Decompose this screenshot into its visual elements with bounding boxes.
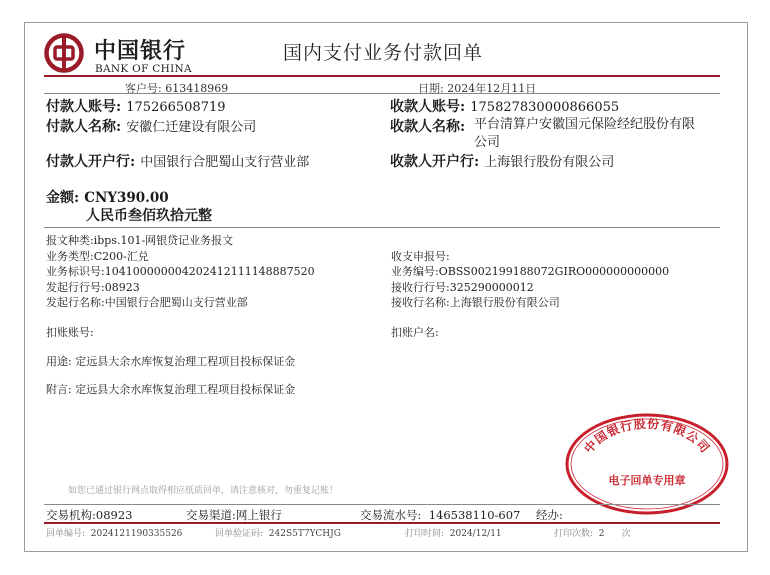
bank-name-en: BANK OF CHINA — [95, 63, 192, 75]
trade-org: 交易机构:08923 — [46, 508, 133, 522]
detail-row: 业务编号:OBSS002199188072GIRO000000000000 — [391, 265, 670, 278]
details-right — [391, 249, 669, 311]
detail-row: 报文种类:ibps.101-网银贷记业务报文 — [46, 234, 234, 247]
payer-name-value: 安徽仁迁建设有限公司 — [126, 120, 257, 135]
purpose-value: 定远县大余水库恢复治理工程项目投标保证金 — [75, 355, 296, 368]
seal-center-text: 电子回单专用章 — [608, 474, 686, 487]
print-count: 打印次数: 2 次 — [554, 529, 631, 539]
payer-account — [46, 96, 226, 116]
detail-row: 接收行名称:上海银行股份有限公司 — [391, 296, 560, 309]
print-time: 打印时间: 2024/12/11 — [405, 529, 502, 539]
header-rule — [44, 75, 720, 77]
meta-rule — [44, 93, 720, 94]
duplicate-notice: 如您已通过银行网点取得相应纸质回单，请注意核对，勿重复记账！ — [68, 486, 339, 496]
payee-bank-value: 上海银行股份有限公司 — [484, 155, 615, 170]
debit-name-label: 扣账户名: — [391, 326, 439, 339]
payer-account-value: 175266508719 — [126, 100, 226, 115]
payer-name — [46, 116, 256, 136]
payer-bank-value: 中国银行合肥蜀山支行营业部 — [140, 155, 310, 170]
details-left — [46, 233, 315, 311]
payer-bank-label: 付款人开户行: — [46, 154, 136, 170]
amount-label: 金额: — [46, 190, 80, 206]
amount-words: 人民币叁佰玖拾元整 — [86, 208, 212, 224]
customer-no-value: 613418969 — [165, 82, 229, 95]
amount — [46, 187, 169, 207]
payee-bank — [390, 151, 614, 171]
detail-row: 业务标识号:104100000004202412111148887520 — [46, 265, 315, 278]
payer-bank — [46, 151, 309, 171]
purpose-label: 用途: — [46, 355, 72, 368]
payee-account-label: 收款人账号: — [390, 99, 466, 115]
amount-rule — [44, 227, 720, 228]
payer-account-label: 付款人账号: — [46, 99, 122, 115]
debit-account-label: 扣账账号: — [46, 326, 94, 339]
handler-label: 经办: — [536, 508, 563, 522]
verify-code: 回单验证码: 242S5T7YCHJG — [215, 529, 341, 539]
footer-red-rule — [44, 522, 720, 524]
date-value: 2024年12月11日 — [447, 82, 537, 95]
amount-value: CNY390.00 — [84, 190, 169, 206]
payee-bank-label: 收款人开户行: — [390, 154, 480, 170]
remark-label: 附言: — [46, 383, 72, 396]
payer-name-label: 付款人名称: — [46, 119, 122, 135]
purpose — [46, 353, 295, 369]
remark-value: 定远县大余水库恢复治理工程项目投标保证金 — [75, 383, 296, 396]
bank-of-china-logo-icon — [44, 33, 84, 73]
page-title: 国内支付业务付款回单 — [283, 42, 484, 64]
receipt-no: 回单编号: 20241211903355​26 — [46, 529, 183, 539]
svg-text:中国银行股份有限公司 — [581, 416, 713, 456]
trade-serial: 交易流水号: 146538110-607 — [360, 508, 521, 522]
detail-row: 发起行名称:中国银行合肥蜀山支行营业部 — [46, 296, 248, 309]
detail-row: 接收行行号:325290000012 — [391, 280, 534, 294]
trade-channel: 交易渠道:网上银行 — [186, 508, 282, 522]
seal-arc-text: 中国银行股份有限公司 — [581, 416, 713, 457]
payee-name-value: 平台清算户安徽国元保险经纪股份有限公司 — [474, 117, 696, 150]
detail-row: 业务类型:C200-汇兑 — [46, 249, 149, 263]
payee-account — [390, 96, 619, 116]
customer-no-label: 客户号: — [125, 82, 162, 95]
bank-name-cn: 中国银行 — [94, 38, 187, 64]
detail-row: 发起行行号:08923 — [46, 280, 140, 294]
payee-account-value: 175827830000866055 — [470, 100, 620, 115]
date-label: 日期: — [418, 82, 444, 95]
payee-name-label: 收款人名称: — [390, 119, 466, 135]
detail-row: 收支申报号: — [391, 249, 450, 263]
footer-top-rule — [44, 504, 720, 505]
remark — [46, 381, 295, 397]
electronic-receipt-seal — [563, 412, 731, 516]
